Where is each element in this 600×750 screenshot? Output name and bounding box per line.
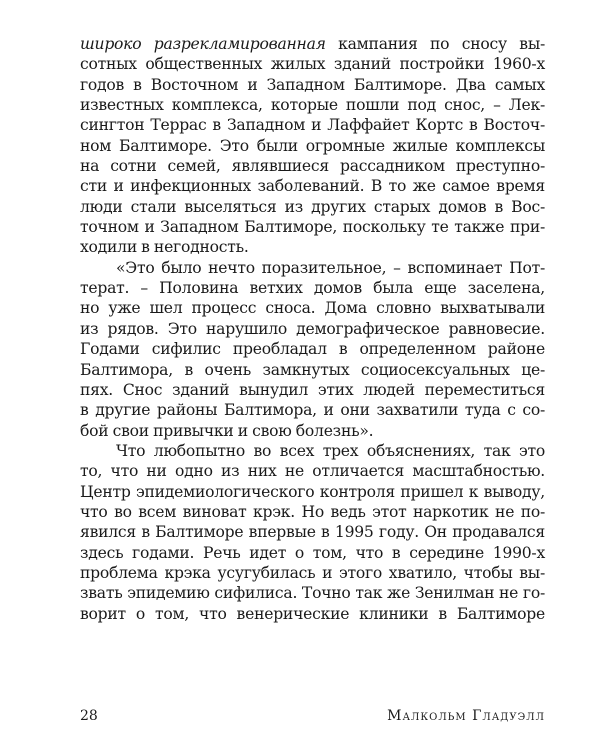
text-line: бой свои привычки и свою болезнь». [80,421,374,440]
text-line: ходили в негодность. [80,238,249,257]
text-line: ном Балтиморе. Это были огромные жилые комплексы [80,136,545,155]
text-line: «Это было нечто поразительное, – вспоминает Пот- [116,258,545,277]
text-line: но уже шел процесс сноса. Дома словно выхватывали [80,299,545,318]
text-line: точном и Западном Балтиморе, поскольку те также при- [80,218,545,237]
text-line: известных комплекса, которые пошли под снос, – Лек- [80,96,545,115]
italic-run: широко разрекламированная [80,35,326,53]
text-line: сти и инфекционных заболеваний. В то же самое время [80,177,545,196]
text-line: звать эпидемию сифилиса. Точно так же Зенилман не го- [80,584,545,603]
text-line: сингтон Террас в Западном и Лаффайет Кортс в Восточ- [80,116,545,135]
text-line: проблема крэка усугубилась и этого хватило, чтобы вы- [80,563,545,582]
body-text [80,34,545,624]
text-line: на сотни семей, являвшиеся рассадником преступно- [80,157,545,176]
text-line: из рядов. Это нарушило демографическое равновесие. [80,319,545,338]
text-line: ворит о том, что венерические клиники в Балтиморе [80,604,545,623]
text-line: то, что ни одно из них не отличается масштабностью. [80,462,545,481]
text-line: что во всем виноват крэк. Но ведь этот наркотик не по- [80,502,545,521]
running-author: Малкольм Гладуэлл [387,708,545,724]
paragraph [80,34,545,258]
text-line: Балтимора, в очень замкнутых социосексуальных це- [80,360,545,379]
page-footer [80,708,545,724]
text-line: широко разрекламированная кампания по сносу вы- [80,35,545,53]
text-line: годов в Восточном и Западном Балтиморе. Два самых [80,75,545,94]
page-number: 28 [80,708,98,724]
paragraph [80,441,545,624]
text-line: Центр эпидемиологического контроля пришел к выводу, [80,482,545,501]
text-line: в другие районы Балтимора, и они захватили туда с со- [80,401,545,420]
text-line: пях. Снос зданий вынудил этих людей переместиться [80,380,545,399]
text-line: Что любопытно во всех трех объяснениях, так это [116,441,545,460]
text-line: явился в Балтиморе впервые в 1995 году. Он продавался [80,523,545,542]
text-line: сотных общественных жилых зданий постройки 1960-х [80,55,545,74]
paragraph [80,258,545,441]
text-line: люди стали выселяться из других старых домов в Вос- [80,197,545,216]
text-line: терат. – Половина ветхих домов была еще заселена, [80,279,545,298]
text-line: Годами сифилис преобладал в определенном районе [80,340,545,359]
text-line: здесь годами. Речь идет о том, что в середине 1990-х [80,543,545,562]
